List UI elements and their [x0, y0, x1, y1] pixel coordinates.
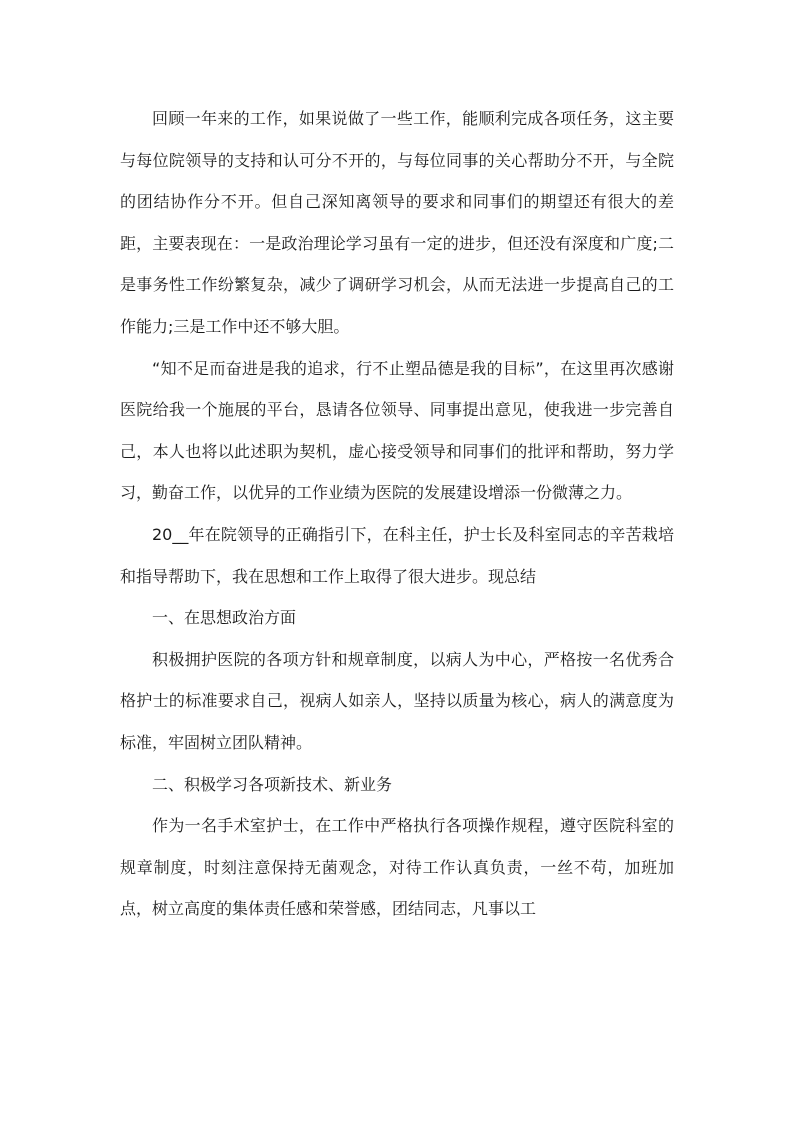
paragraph-summary-intro: 20__年在院领导的正确指引下，在科主任，护士长及科室同志的辛苦栽培和指导帮助下，我在思想和工作上取得了很大进步。现总结 — [120, 524, 674, 586]
section-heading-political: 一、在思想政治方面 — [152, 608, 297, 628]
section-heading-learning: 二、积极学习各项新技术、新业务 — [152, 774, 393, 794]
paragraph-review: 回顾一年来的工作，如果说做了一些工作，能顺利完成各项任务，这主要与每位院领导的支持和认可分不开的，与每位同事的关心帮助分不开，与全院的团结协作分不开。但自己深知离领导的要求和同事们的期望还有很大的差距，主要表现在：一是政治理论学习虽有一定的进步，但还没有深度和广度;二是事务性工作纷繁复杂，减少了调研学习机会，从而无法进一步提高自己的工作能力;三是工作中还不够大胆。 — [120, 109, 674, 336]
paragraph-political: 积极拥护医院的各项方针和规章制度，以病人为中心，严格按一名优秀合格护士的标准要求自己，视病人如亲人，坚持以质量为核心，病人的满意度为标准，牢固树立团队精神。 — [120, 649, 674, 752]
paragraph-learning: 作为一名手术室护士，在工作中严格执行各项操作规程，遵守医院科室的规章制度，时刻注意保持无菌观念，对待工作认真负责，一丝不苟，加班加点，树立高度的集体责任感和荣誉感，团结同志，凡事以工 — [120, 816, 674, 919]
document-body — [120, 98, 674, 930]
paragraph-motto: “知不足而奋进是我的追求，行不止塑品德是我的目标”，在这里再次感谢医院给我一个施展的平台，恳请各位领导、同事提出意见，使我进一步完善自己，本人也将以此述职为契机，虚心接受领导和同事们的批评和帮助，努力学习，勤奋工作，以优异的工作业绩为医院的发展建设增添一份微薄之力。 — [120, 358, 674, 503]
